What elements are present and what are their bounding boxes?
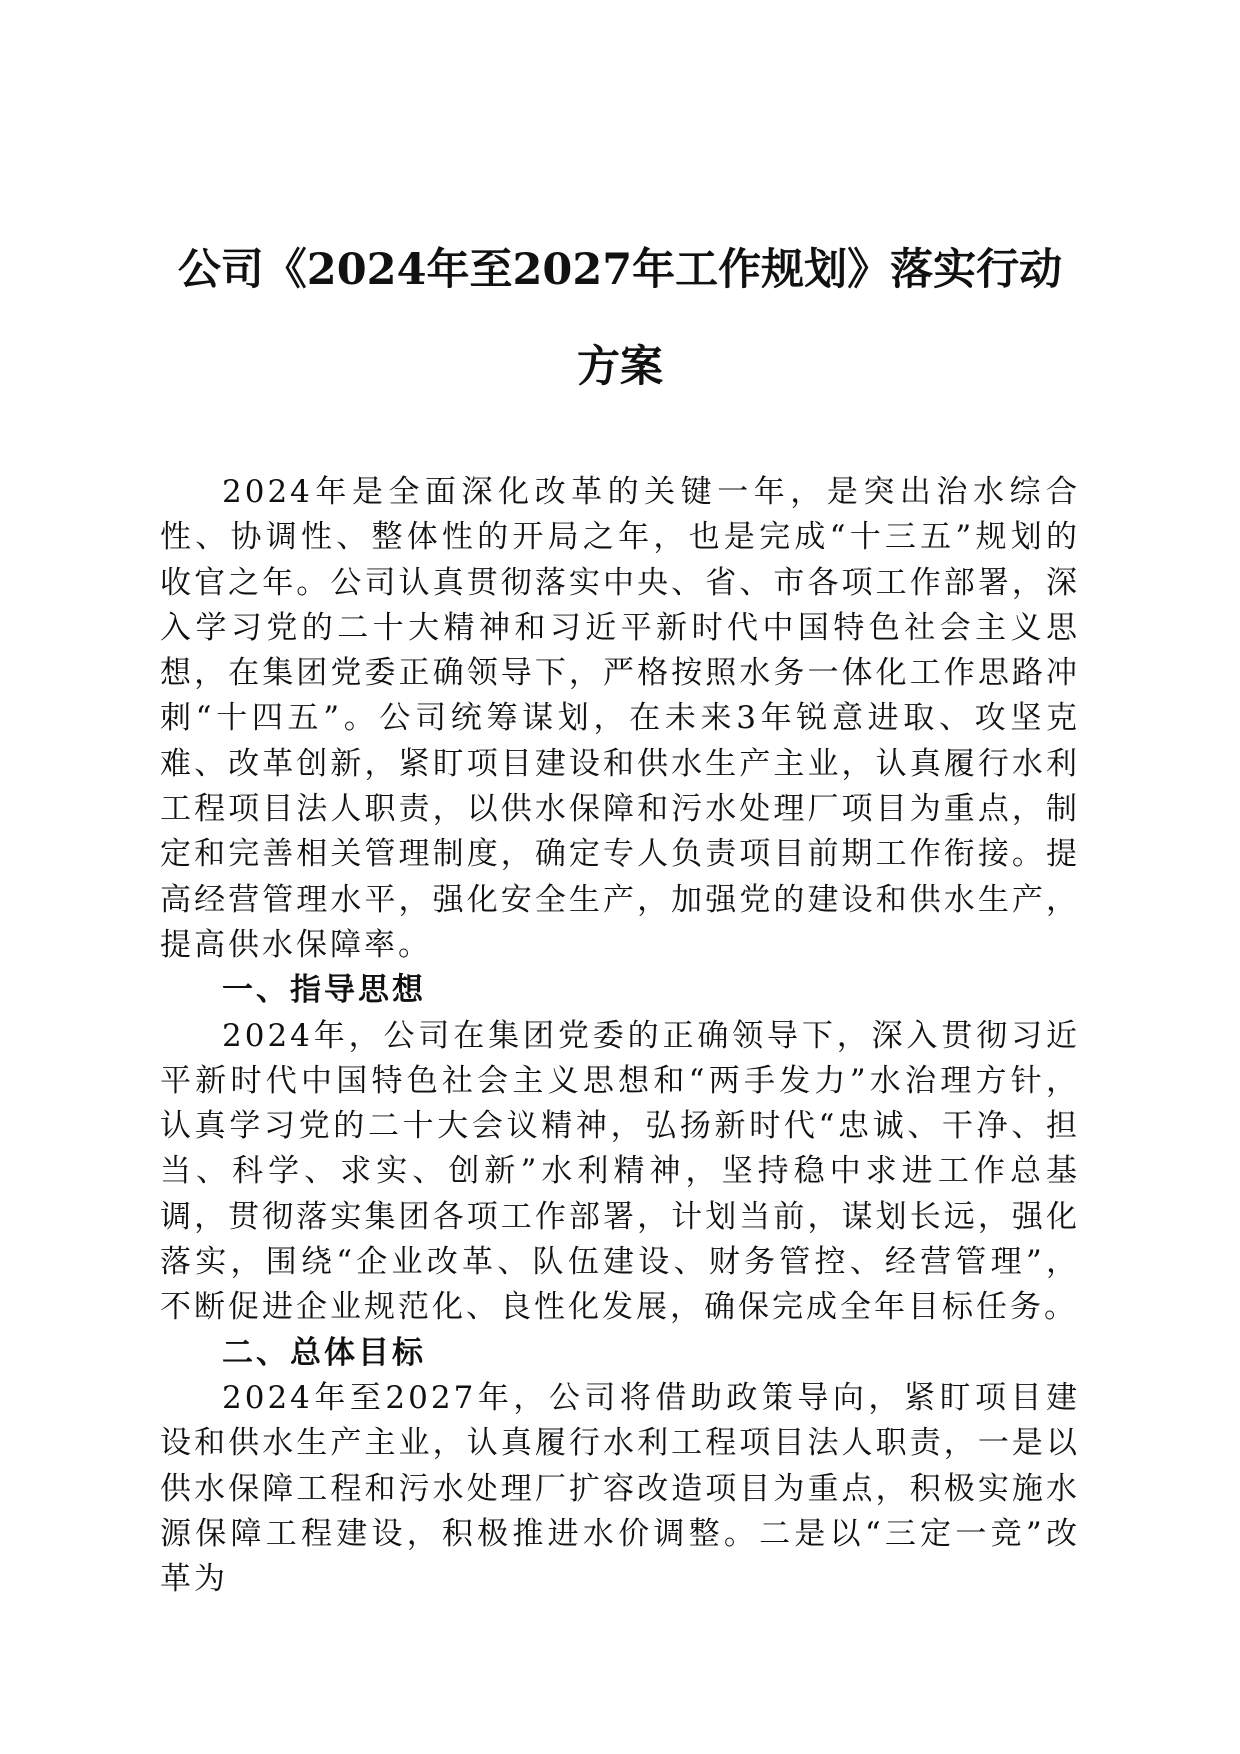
section-heading-overall-goals: 二、总体目标 [222, 1334, 426, 1371]
overall-goals-paragraph: 2024年至2027年，公司将借助政策导向，紧盯项目建设和供水生产主业，认真履行水利工程项目法人职责，一是以供水保障工程和污水处理厂扩容改造项目为重点，积极实施水源保障工程建设，积极推进水价调整。二是以“三定一竞”改革为 [160, 1379, 1080, 1598]
title-line-2: 方案 [577, 342, 663, 392]
title-line-1: 公司《2024年至2027年工作规划》落实行动 [177, 245, 1063, 295]
section-heading-guiding-ideology: 一、指导思想 [222, 972, 426, 1009]
guiding-ideology-paragraph: 2024年，公司在集团党委的正确领导下，深入贯彻习近平新时代中国特色社会主义思想和“两手发力”水治理方针，认真学习党的二十大会议精神，弘扬新时代“忠诚、干净、担当、科学、求实、创新”水利精神，坚持稳中求进工作总基调，贯彻落实集团各项工作部署，计划当前，谋划长远，强化落实，围绕“企业改革、队伍建设、财务管控、经营管理”，不断促进企业规范化、良性化发展，确保完成全年目标任务。 [160, 1017, 1080, 1326]
document-title [150, 222, 1090, 416]
document-body [160, 470, 1080, 1602]
intro-paragraph: 2024年是全面深化改革的关键一年，是突出治水综合性、协调性、整体性的开局之年，也是完成“十三五”规划的收官之年。公司认真贯彻落实中央、省、市各项工作部署，深入学习党的二十大精神和习近平新时代中国特色社会主义思想，在集团党委正确领导下，严格按照水务一体化工作思路冲刺“十四五”。公司统筹谋划，在未来3年锐意进取、攻坚克难、改革创新，紧盯项目建设和供水生产主业，认真履行水利工程项目法人职责，以供水保障和污水处理厂项目为重点，制定和完善相关管理制度，确定专人负责项目前期工作衔接。提高经营管理水平，强化安全生产，加强党的建设和供水生产，提高供水保障率。 [160, 474, 1080, 963]
